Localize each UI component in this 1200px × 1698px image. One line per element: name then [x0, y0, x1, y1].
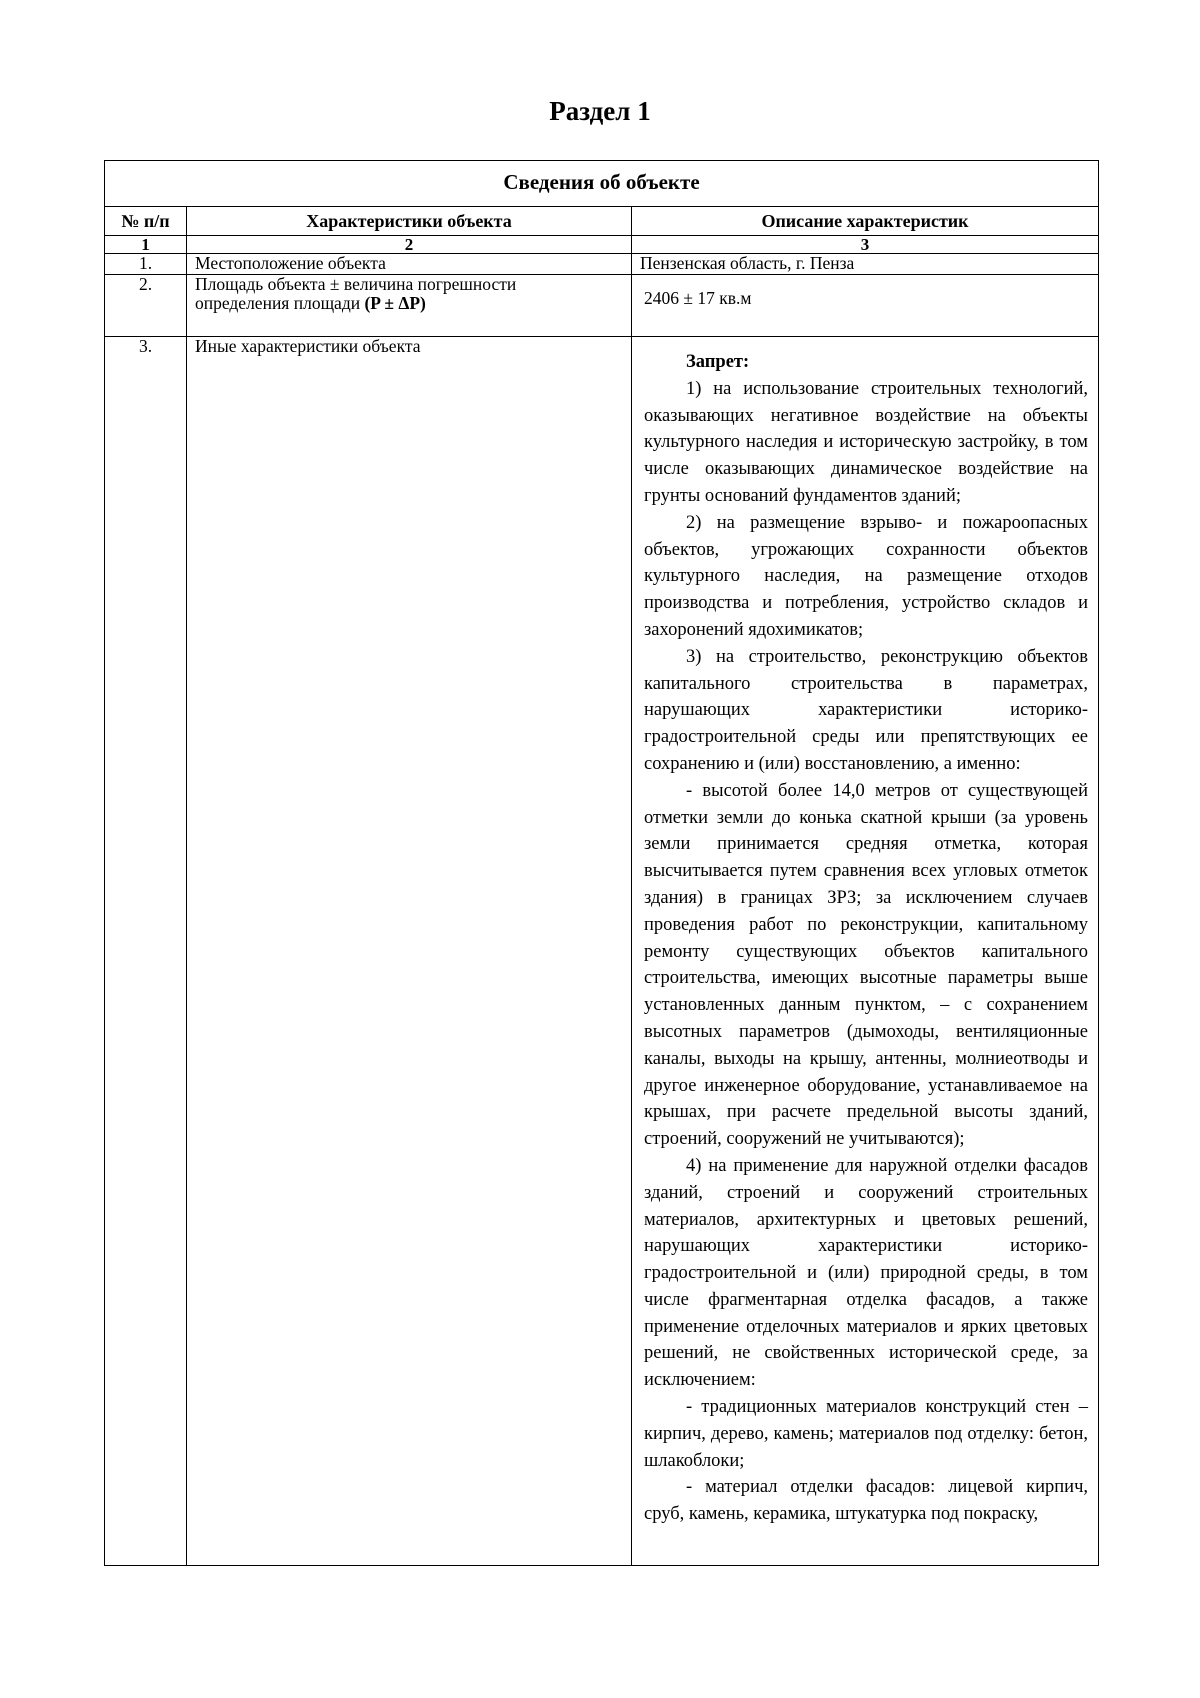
table-caption: Сведения об объекте — [105, 161, 1099, 204]
column-number-2: 2 — [187, 236, 632, 254]
ban-paragraph: - высотой более 14,0 метров от существующей отметки земли до конька скатной крыши (за уровень земли принимается средняя отметка, которая высчитывается путем сравнения всех угловых отметок здания) в границах ЗРЗ; за исключением случаев проведения работ по реконструкции, капитальному ремонту существующих объектов капитального строительства, имеющих высотные параметры выше установленных данным пунктом, – с сохранением высотных параметров (дымоходы, вентиляционные каналы, выходы на крышу, антенны, молниеотводы и другое инженерное оборудование, устанавливаемое на крышах, при расчете предельной высоты зданий, строений, сооружений не учитываются); — [644, 780, 1088, 1150]
row-characteristic: Местоположение объекта — [187, 254, 632, 275]
object-info-table — [104, 160, 1099, 1566]
row-characteristic — [187, 275, 632, 337]
column-number-1: 1 — [105, 236, 187, 254]
ban-paragraph: 4) на применение для наружной отделки фасадов зданий, строений и сооружений строительных материалов, архитектурных и цветовых решений, нарушающих характеристики историко-градостроительной и (или) природной среды, в том числе фрагментарная отделка фасадов, а также применение отделочных материалов и ярких цветовых решений, не свойственных исторической среде, за исключением: — [644, 1155, 1088, 1391]
area-formula: (P ± ΔP) — [364, 293, 426, 313]
table-row — [105, 275, 1099, 337]
table-row — [105, 337, 1099, 1566]
ban-paragraph: 2) на размещение взрыво- и пожароопасных объектов, угрожающих сохранности объектов культурного наследия, на размещение отходов производства и потребления, устройство складов и захоронений ядохимикатов; — [644, 512, 1088, 640]
header-description: Описание характеристик — [632, 207, 1099, 236]
row-number: 3. — [105, 337, 187, 1566]
table-header-row — [105, 207, 1099, 236]
ban-paragraph: - материал отделки фасадов: лицевой кирпич, сруб, камень, керамика, штукатурка под покраску, — [644, 1477, 1088, 1525]
row-description — [632, 337, 1099, 1566]
section-title: Раздел 1 — [549, 96, 651, 126]
row-description: Пензенская область, г. Пенза — [632, 254, 1099, 275]
characteristic-line2: определения площади — [195, 293, 365, 313]
row-description: 2406 ± 17 кв.м — [632, 275, 1099, 337]
row-number: 2. — [105, 275, 187, 337]
row-number: 1. — [105, 254, 187, 275]
ban-paragraph: 1) на использование строительных технологий, оказывающих негативное воздействие на объекты культурного наследия и историческую застройку, в том числе оказывающих динамическое воздействие на грунты оснований фундаментов зданий; — [644, 378, 1088, 506]
ban-paragraph: - традиционных материалов конструкций стен – кирпич, дерево, камень; материалов под отделку: бетон, шлакоблоки; — [644, 1397, 1088, 1471]
header-num: № п/п — [105, 207, 187, 236]
characteristic-line1: Площадь объекта ± величина погрешности — [195, 274, 517, 294]
ban-heading: Запрет: — [686, 352, 750, 372]
row-characteristic: Иные характеристики объекта — [187, 337, 632, 1566]
ban-paragraph: 3) на строительство, реконструкцию объектов капитального строительства в параметрах, нарушающих характеристики историко-градостроительной среды или препятствующих ее сохранению и (или) восстановлению, а именно: — [644, 646, 1088, 774]
column-number-row — [105, 236, 1099, 254]
column-number-3: 3 — [632, 236, 1099, 254]
header-characteristic: Характеристики объекта — [187, 207, 632, 236]
table-row — [105, 254, 1099, 275]
